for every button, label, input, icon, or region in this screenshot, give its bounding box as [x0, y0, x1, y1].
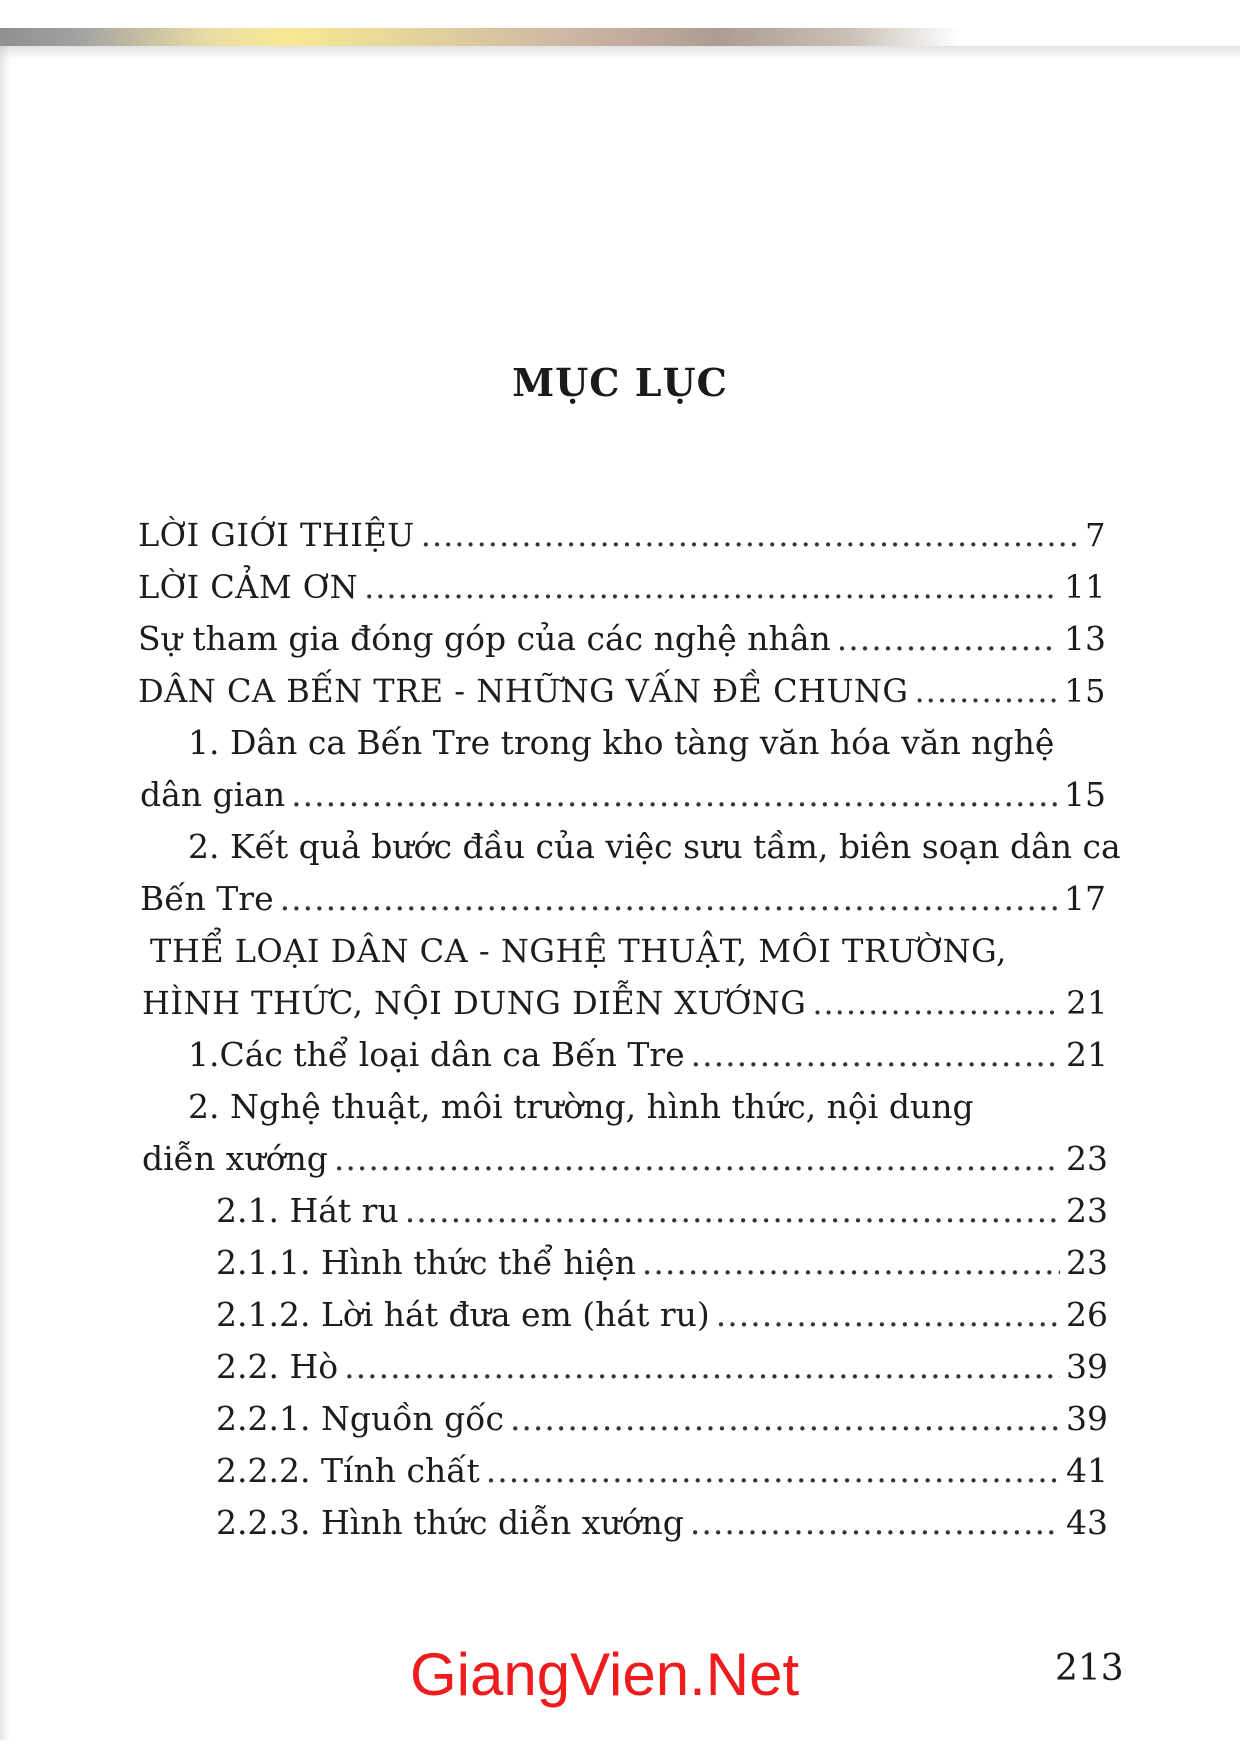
toc-entry-label: 2.1. Hát ru [216, 1191, 399, 1230]
page-top-edge [0, 28, 960, 46]
toc-leader-dots [812, 978, 1060, 1028]
toc-entry-page: 21 [1066, 984, 1108, 1022]
toc-entry-ket-qua[interactable] [140, 874, 1106, 924]
toc-entry-page: 41 [1066, 1451, 1108, 1490]
toc-entry-page: 23 [1066, 1243, 1108, 1282]
toc-entry-cac-the-loai[interactable] [188, 1030, 1108, 1080]
toc-entry-page: 13 [1064, 619, 1106, 658]
page-title: MỤC LỤC [512, 360, 728, 405]
toc-leader-dots [642, 1238, 1060, 1288]
toc-entry-label: Bến Tre [140, 879, 274, 918]
toc-entry-label: LỜI CẢM ƠN [138, 568, 359, 606]
toc-leader-dots [837, 614, 1058, 664]
toc-entry-page: 39 [1066, 1347, 1108, 1386]
toc-entry-page: 26 [1066, 1295, 1108, 1334]
toc-entry-gioi-thieu[interactable] [138, 510, 1106, 560]
toc-leader-dots [280, 874, 1058, 924]
toc-leader-dots [364, 562, 1058, 612]
page-edge-shadow [0, 46, 1240, 60]
toc-entry-page: 11 [1064, 568, 1106, 606]
toc-leader-dots [914, 666, 1058, 716]
toc-entry-hat-ru[interactable] [216, 1186, 1108, 1236]
toc-entry-ket-qua-line1[interactable]: 2. Kết quả bước đầu của việc sưu tầm, biên soạn dân ca [188, 827, 1121, 866]
page-left-shadow [0, 40, 10, 1740]
toc-entry-label: 2.1.1. Hình thức thể hiện [216, 1243, 636, 1282]
toc-leader-dots [334, 1134, 1060, 1184]
toc-entry-cam-on[interactable] [138, 562, 1106, 612]
toc-entry-label: 2.2.1. Nguồn gốc [216, 1399, 504, 1438]
toc-entry-nghe-thuat-line1[interactable]: 2. Nghệ thuật, môi trường, hình thức, nội dung [188, 1087, 974, 1126]
toc-entry-label: dân gian [140, 775, 286, 814]
toc-entry-label: 1.Các thể loại dân ca Bến Tre [188, 1035, 685, 1074]
toc-entry-loi-hat-dua-em[interactable] [216, 1290, 1108, 1340]
toc-entry-hinh-thuc-the-hien[interactable] [216, 1238, 1108, 1288]
toc-entry-page: 15 [1064, 775, 1106, 814]
toc-entry-label: LỜI GIỚI THIỆU [138, 516, 415, 554]
toc-entry-kho-tang[interactable] [140, 770, 1106, 820]
toc-leader-dots [291, 770, 1058, 820]
toc-entry-label: DÂN CA BẾN TRE - NHỮNG VẤN ĐỀ CHUNG [138, 672, 909, 710]
toc-entry-hinh-thuc-dien-xuong[interactable] [216, 1498, 1108, 1548]
toc-entry-page: 7 [1085, 516, 1106, 554]
toc-entry-the-loai-line1[interactable]: THỂ LOẠI DÂN CA - NGHỆ THUẬT, MÔI TRƯỜNG, [150, 932, 1007, 970]
toc-leader-dots [716, 1290, 1060, 1340]
toc-entry-page: 23 [1066, 1139, 1108, 1178]
toc-entry-page: 17 [1064, 879, 1106, 918]
toc-entry-page: 39 [1066, 1399, 1108, 1438]
toc-entry-label: 2.2. Hò [216, 1347, 339, 1386]
toc-entry-tinh-chat[interactable] [216, 1446, 1108, 1496]
toc-entry-label: diễn xướng [142, 1139, 328, 1178]
toc-leader-dots [405, 1186, 1060, 1236]
toc-entry-label: 2.2.2. Tính chất [216, 1451, 480, 1490]
toc-entry-kho-tang-line1[interactable]: 1. Dân ca Bến Tre trong kho tàng văn hóa văn nghệ [188, 723, 1055, 762]
toc-entry-page: 15 [1064, 672, 1106, 710]
toc-entry-nguon-goc[interactable] [216, 1394, 1108, 1444]
toc-entry-label: 2.2.3. Hình thức diễn xướng [216, 1503, 684, 1542]
toc-entry-the-loai[interactable] [142, 978, 1108, 1028]
toc-leader-dots [421, 510, 1079, 560]
toc-leader-dots [691, 1030, 1060, 1080]
toc-entry-label: 2.1.2. Lời hát đưa em (hát ru) [216, 1295, 710, 1334]
toc-entry-page: 21 [1066, 1035, 1108, 1074]
toc-leader-dots [510, 1394, 1060, 1444]
toc-leader-dots [344, 1342, 1060, 1392]
toc-entry-page: 23 [1066, 1191, 1108, 1230]
toc-entry-ho[interactable] [216, 1342, 1108, 1392]
toc-entry-page: 43 [1066, 1503, 1108, 1542]
toc-entry-label: Sự tham gia đóng góp của các nghệ nhân [138, 619, 831, 658]
toc-entry-nghe-nhan[interactable] [138, 614, 1106, 664]
toc-leader-dots [486, 1446, 1060, 1496]
toc-entry-nghe-thuat[interactable] [142, 1134, 1108, 1184]
toc-entry-dan-ca-chung[interactable] [138, 666, 1106, 716]
toc-leader-dots [690, 1498, 1060, 1548]
page-number: 213 [1055, 1648, 1124, 1689]
toc-entry-label: HÌNH THỨC, NỘI DUNG DIỄN XƯỚNG [142, 984, 807, 1022]
watermark-text: GiangVien.Net [410, 1641, 800, 1708]
